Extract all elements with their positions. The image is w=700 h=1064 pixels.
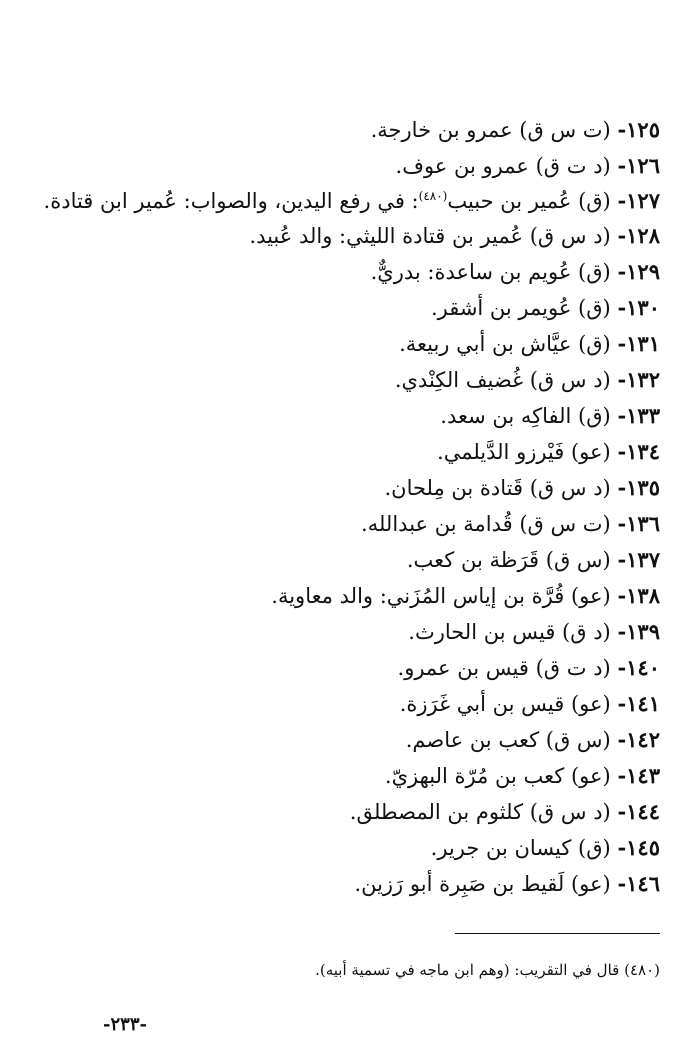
footnote-marker: (٤٨٠) (624, 961, 660, 979)
entry-129: ١٢٩- (ق) عُويم بن ساعدة: بدريٌّ. (370, 259, 660, 284)
entry-141: ١٤١- (عو) قيس بن أبي غَرَزة. (399, 691, 660, 716)
entry-134: ١٣٤- (عو) فَيْرزو الدَّيلمي. (437, 439, 660, 464)
entry-140: ١٤٠- (د ت ق) قيس بن عمرو. (397, 655, 660, 680)
entry-136: ١٣٦- (ت س ق) قُدامة بن عبدالله. (361, 511, 660, 536)
entry-138: ١٣٨- (عو) قُرَّة بن إياس المُزَني: والد معاوية. (271, 583, 660, 608)
footnote-text: قال في التقريب: (وهم ابن ماجه في تسمية أبيه). (315, 961, 620, 979)
entry-130: ١٣٠- (ق) عُويمر بن أشقر. (430, 295, 660, 320)
entry-145: ١٤٥- (ق) كيسان بن جرير. (430, 835, 660, 860)
entry-132: ١٣٢- (د س ق) غُضيف الكِنْدي. (394, 367, 660, 392)
page-number: -٢٣٣- (103, 1014, 147, 1035)
entry-137: ١٣٧- (س ق) قَرَظة بن كعب. (406, 547, 660, 572)
entries-list (35, 112, 660, 902)
entry-126: ١٢٦- (د ت ق) عمرو بن عوف. (395, 153, 660, 178)
footnote-reference[interactable]: (٤٨٠) (418, 189, 448, 203)
entry-125: ١٢٥- (ت س ق) عمرو بن خارجة. (370, 117, 660, 142)
entry-144: ١٤٤- (د س ق) كلثوم بن المصطلق. (349, 799, 660, 824)
entry-146: ١٤٦- (عو) لَقيط بن صَبِرة أبو رَزين. (354, 871, 660, 896)
entry-133: ١٣٣- (ق) الفاكِه بن سعد. (440, 403, 660, 428)
entry-131: ١٣١- (ق) عيَّاش بن أبي ربيعة. (399, 331, 660, 356)
entry-127: ١٢٧- (ق) عُمير بن حبيب$^{(٤٨٠)}$: في رفع اليدين، والصواب: عُمير ابن قتادة. (43, 188, 660, 213)
footnote (35, 958, 660, 982)
entry-143: ١٤٣- (عو) كعب بن مُرّة البهزيّ. (384, 763, 660, 788)
entry-128: ١٢٨- (د س ق) عُمير بن قتادة الليثي: والد عُبيد. (249, 223, 660, 248)
entry-139: ١٣٩- (د ق) قيس بن الحارث. (408, 619, 660, 644)
entry-142: ١٤٢- (س ق) كعب بن عاصم. (405, 727, 660, 752)
entry-135: ١٣٥- (د س ق) قَتادة بن مِلحان. (384, 475, 660, 500)
footnote-divider (455, 933, 660, 934)
